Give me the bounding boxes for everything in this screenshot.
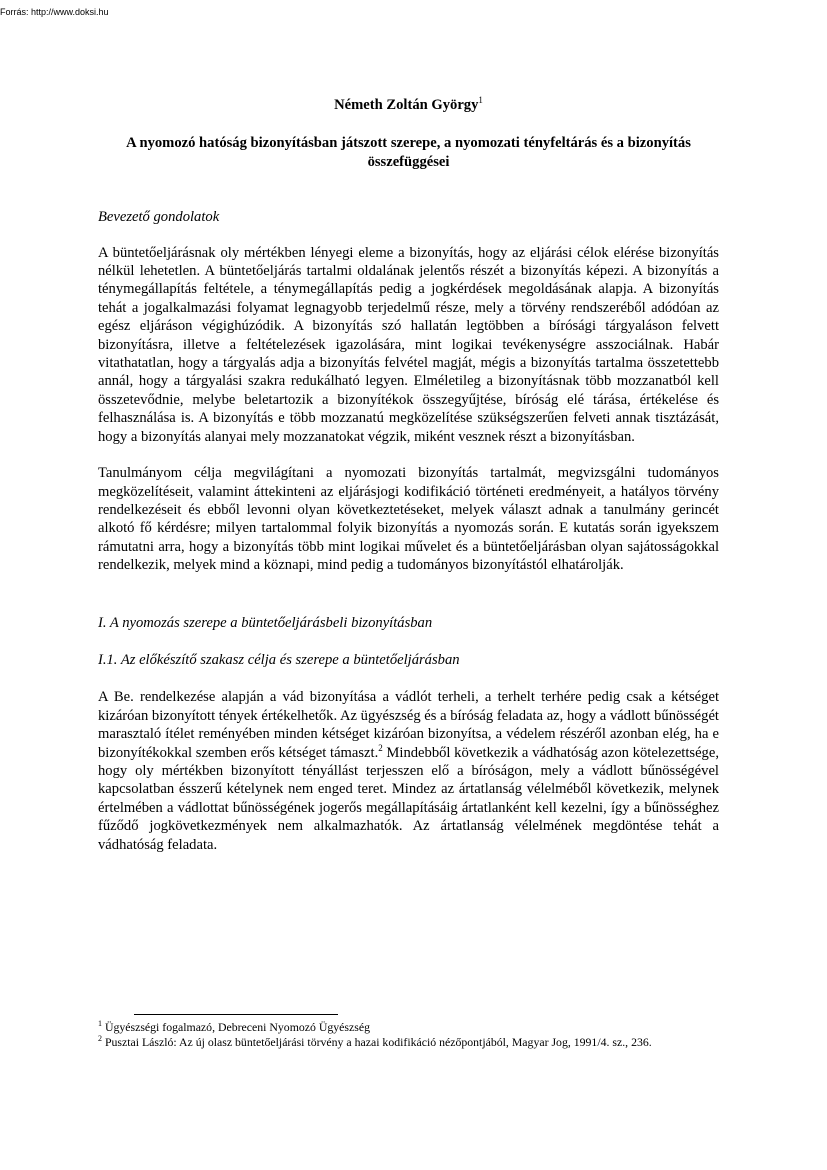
author-name: Németh Zoltán György: [334, 97, 479, 113]
source-url: Forrás: http://www.doksi.hu: [0, 7, 109, 17]
author-footnote-ref: 1: [478, 95, 483, 106]
intro-paragraph-2: Tanulmányom célja megvilágítani a nyomozati bizonyítás tartalmát, megvizsgálni tudományos megközelítéseit, valamint áttekinteni az eljárásjogi kodifikáció történeti eredményeit, a hatályos törvény rendelkezéseit és ebből levonni olyan következtetéseket, melyek választ adnak a tanulmány gerincét alkotó fő kérdésre; milyen tartalommal folyik bizonyítás a nyomozás során. E kutatás során igyekszem rámutatni arra, hogy a bizonyítás több mint logikai művelet és a büntetőeljárásban olyan sajátosságokkal rendelkezik, melyek mind a köznapi, mind pedig a tudományos bizonyítástól elhatárolják.: [98, 465, 719, 574]
paragraph-3-part-1: A Be. rendelkezése alapján a vád bizonyítása a vádlót terheli, a terhelt terhére pedig csak a kétséget kizáróan bizonyított tények értékelhetők. Az ügyészség és a bíróság feladata az, hogy a vádlott bűnösségét marasztaló ítélet reményében minden kétséget kizáróan bizonyítsa, a védelem részéről azonban elég, ha e bizonyítékokkal szemben erős kétséget támaszt.: [98, 689, 719, 761]
footnote-2-number: 2: [98, 1034, 102, 1044]
intro-paragraph-1: A büntetőeljárásnak oly mértékben lényegi eleme a bizonyítás, hogy az eljárási célok elérése bizonyítás nélkül lehetetlen. A büntetőeljárás tartalmi oldalának jelentős részét a bizonyítás képezi. A bizonyítás a ténymegállapítás feltétele, a ténymegállapítás pedig a jogkérdések megoldásának alapja. A bizonyítás tehát a jogalkalmazási folyamat legnagyobb terjedelmű része, mely a törvény rendszeréből adódóan az egész eljáráson végighúzódik. A bizonyítás szó hallatán legtöbben a bírósági tárgyaláson felvett bizonyításra, illetve a feltételezések igazolására, mint logikai tevékenységre asszociálnak. Habár vitathatatlan, hogy a tárgyalás adja a bizonyítás felvétel magját, mégis a bizonyítás tartalma összetettebb annál, hogy a tárgyalási szakra redukálható legyen. Elméletileg a bizonyításnak több mozzanatból kell összetevődnie, melybe beletartozik a bizonyítékok összegyűjtése, bíróság elé tárása, értékelése és felhasználása is. A bizonyítás e több mozzanatú megközelítése szükségszerűen felveti annak tisztázását, hogy a bizonyítás alanyai mely mozzanatokat végzik, miként vesznek részt a bizonyításban.: [98, 244, 719, 445]
document-page: [98, 96, 719, 854]
section-heading-1: I. A nyomozás szerepe a büntetőeljárásbeli bizonyításban: [98, 614, 433, 631]
footnotes: [98, 1020, 734, 1050]
footnote-ref-2: 2: [378, 742, 383, 753]
document-title: A nyomozó hatóság bizonyításban játszott szerepe, a nyomozati tényfeltárás és a bizonyítás összefüggései: [126, 135, 691, 170]
author-line: [98, 96, 719, 114]
footnote-2-text: Pusztai László: Az új olasz büntetőeljárási törvény a hazai kodifikáció nézőpontjából, Magyar Jog, 1991/4. sz., 236.: [104, 1035, 652, 1049]
intro-heading: Bevezető gondolatok: [98, 209, 220, 226]
footnote-1-number: 1: [98, 1019, 102, 1029]
paragraph-3-part-2: Mindebből következik a vádhatóság azon kötelezettsége, hogy oly mértékben bizonyított tényállást terjesszen elő a bíróságon, mely a vádlott bűnösségével kapcsolatban ésszerű kételynek nem enged teret. Mindez az ártatlanság vélelméből következik, melynek értelmében a vádlottat bűnösségének jogerős megállapításáig ártatlanként kell kezelni, így a bűnösséghez fűződő jogkövetkezmények nem alkalmazhatók. Az ártatlanság vélelmének megdöntése tehát a vádhatóság feladata.: [98, 744, 719, 853]
footnote-1: [98, 1020, 734, 1035]
section-heading-1-1: I.1. Az előkészítő szakasz célja és szerepe a büntetőeljárásban: [98, 651, 460, 668]
footnote-divider: [134, 1014, 338, 1015]
body-paragraph-3: [98, 688, 719, 854]
footnote-2: [98, 1035, 734, 1050]
footnote-1-text: Ügyészségi fogalmazó, Debreceni Nyomozó Ügyészség: [104, 1020, 370, 1034]
